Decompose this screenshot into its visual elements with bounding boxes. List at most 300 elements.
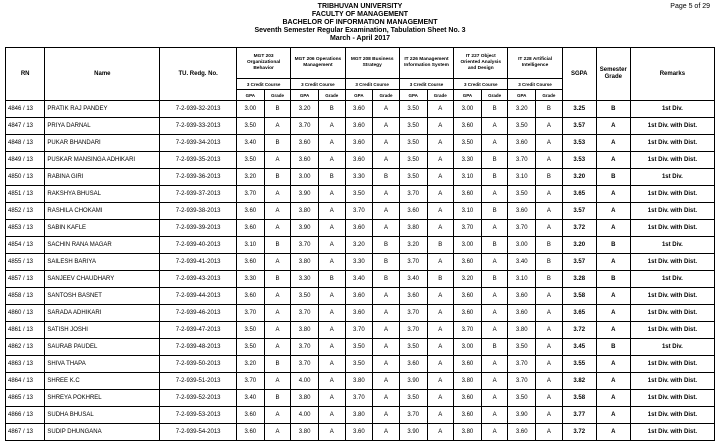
cell-regd: 7-2-939-35-2013 [160, 152, 237, 169]
cell-grade: A [373, 101, 400, 118]
cell-grade: B [481, 152, 508, 169]
cell-semester-grade: B [596, 169, 630, 186]
cell-sgpa: 3.57 [562, 118, 596, 135]
cell-gpa: 4.00 [291, 407, 319, 424]
col-name: Name [45, 48, 160, 101]
cell-gpa: 3.90 [399, 373, 427, 390]
cell-gpa: 3.20 [508, 101, 536, 118]
cell-rn: 4855 / 13 [6, 254, 45, 271]
cell-grade: A [481, 373, 508, 390]
cell-remarks: 1st Div. with Dist. [630, 305, 714, 322]
cell-name: SAILESH BARIYA [45, 254, 160, 271]
cell-gpa: 3.00 [454, 101, 482, 118]
cell-rn: 4862 / 13 [6, 339, 45, 356]
cell-gpa: 3.50 [291, 288, 319, 305]
cell-gpa: 3.30 [454, 152, 482, 169]
cell-grade: A [481, 220, 508, 237]
cell-gpa: 3.60 [454, 390, 482, 407]
cell-gpa: 3.20 [345, 237, 373, 254]
cell-gpa: 3.50 [399, 390, 427, 407]
cell-gpa: 3.80 [508, 322, 536, 339]
cell-gpa: 3.20 [236, 356, 264, 373]
cell-remarks: 1st Div. with Dist. [630, 288, 714, 305]
cell-name: SHREE K.C [45, 373, 160, 390]
cell-gpa: 3.60 [508, 135, 536, 152]
cell-grade: A [427, 288, 454, 305]
grade-label: Grade [481, 90, 508, 101]
cell-gpa: 4.00 [291, 373, 319, 390]
cell-grade: B [264, 135, 291, 152]
cell-name: RASHILA CHOKAMI [45, 203, 160, 220]
cell-gpa: 3.70 [345, 203, 373, 220]
cell-gpa: 3.60 [236, 288, 264, 305]
cell-rn: 4857 / 13 [6, 271, 45, 288]
cell-grade: A [264, 203, 291, 220]
cell-sgpa: 3.55 [562, 356, 596, 373]
cell-semester-grade: A [596, 407, 630, 424]
cell-semester-grade: A [596, 203, 630, 220]
cell-gpa: 3.50 [508, 390, 536, 407]
cell-gpa: 3.70 [345, 322, 373, 339]
cell-sgpa: 3.72 [562, 322, 596, 339]
cell-gpa: 3.60 [508, 305, 536, 322]
cell-gpa: 3.60 [291, 152, 319, 169]
cell-sgpa: 3.72 [562, 424, 596, 441]
cell-grade: B [318, 101, 345, 118]
cell-gpa: 3.70 [236, 305, 264, 322]
cell-gpa: 3.60 [399, 288, 427, 305]
cell-sgpa: 3.25 [562, 101, 596, 118]
cell-gpa: 3.50 [399, 101, 427, 118]
cell-grade: A [536, 373, 563, 390]
cell-grade: A [318, 186, 345, 203]
cell-gpa: 3.50 [454, 135, 482, 152]
cell-grade: A [427, 407, 454, 424]
cell-semester-grade: B [596, 237, 630, 254]
cell-gpa: 3.50 [345, 356, 373, 373]
table-row [6, 152, 715, 169]
cell-gpa: 3.80 [345, 373, 373, 390]
cell-semester-grade: B [596, 339, 630, 356]
cell-gpa: 3.50 [508, 118, 536, 135]
cell-grade: B [264, 271, 291, 288]
cell-grade: B [264, 101, 291, 118]
cell-gpa: 3.30 [236, 271, 264, 288]
credit-label: 3 Credit Course [236, 79, 290, 90]
cell-grade: B [264, 237, 291, 254]
cell-grade: A [318, 390, 345, 407]
cell-grade: A [427, 203, 454, 220]
cell-gpa: 3.90 [291, 220, 319, 237]
cell-gpa: 3.70 [399, 186, 427, 203]
cell-grade: B [427, 237, 454, 254]
cell-remarks: 1st Div. with Dist. [630, 390, 714, 407]
cell-gpa: 3.70 [454, 322, 482, 339]
cell-name: SANTOSH BASNET [45, 288, 160, 305]
table-row [6, 322, 715, 339]
cell-gpa: 3.80 [345, 407, 373, 424]
gpa-label: GPA [345, 90, 373, 101]
cell-grade: A [318, 237, 345, 254]
cell-grade: A [264, 254, 291, 271]
cell-sgpa: 3.28 [562, 271, 596, 288]
cell-semester-grade: A [596, 220, 630, 237]
cell-gpa: 3.60 [236, 220, 264, 237]
col-subject-6: IT 228 Artificial Intelligence [508, 48, 562, 79]
cell-regd: 7-2-939-43-2013 [160, 271, 237, 288]
cell-grade: A [427, 373, 454, 390]
gpa-label: GPA [508, 90, 536, 101]
cell-grade: A [373, 118, 400, 135]
cell-gpa: 3.80 [454, 373, 482, 390]
cell-grade: A [264, 424, 291, 441]
cell-grade: A [318, 407, 345, 424]
cell-grade: B [318, 271, 345, 288]
cell-semester-grade: A [596, 424, 630, 441]
cell-gpa: 3.40 [236, 135, 264, 152]
cell-grade: A [318, 305, 345, 322]
cell-semester-grade: B [596, 271, 630, 288]
cell-gpa: 3.80 [291, 390, 319, 407]
cell-rn: 4852 / 13 [6, 203, 45, 220]
cell-grade: A [318, 135, 345, 152]
table-row [6, 135, 715, 152]
cell-name: SANJEEV CHAUDHARY [45, 271, 160, 288]
cell-grade: A [373, 220, 400, 237]
cell-remarks: 1st Div. with Dist. [630, 322, 714, 339]
cell-gpa: 3.60 [345, 305, 373, 322]
cell-regd: 7-2-939-37-2013 [160, 186, 237, 203]
cell-grade: A [373, 407, 400, 424]
cell-semester-grade: A [596, 390, 630, 407]
cell-gpa: 3.50 [236, 152, 264, 169]
cell-rn: 4853 / 13 [6, 220, 45, 237]
cell-remarks: 1st Div. [630, 237, 714, 254]
cell-grade: A [264, 288, 291, 305]
cell-semester-grade: A [596, 186, 630, 203]
cell-rn: 4847 / 13 [6, 118, 45, 135]
cell-regd: 7-2-939-44-2013 [160, 288, 237, 305]
grade-label: Grade [264, 90, 291, 101]
cell-gpa: 3.50 [399, 135, 427, 152]
col-subject-1: MGT 203 Organizational Behavior [236, 48, 290, 79]
cell-gpa: 3.80 [291, 254, 319, 271]
cell-gpa: 3.00 [291, 169, 319, 186]
cell-gpa: 3.30 [345, 254, 373, 271]
col-subject-5: IT 227 Object Oriented Analysis and Design [454, 48, 508, 79]
cell-grade: A [373, 356, 400, 373]
cell-sgpa: 3.82 [562, 373, 596, 390]
cell-sgpa: 3.58 [562, 288, 596, 305]
cell-name: SUDIP DHUNGANA [45, 424, 160, 441]
cell-sgpa: 3.20 [562, 169, 596, 186]
cell-gpa: 3.80 [291, 203, 319, 220]
cell-grade: A [481, 322, 508, 339]
cell-gpa: 3.60 [345, 101, 373, 118]
cell-rn: 4860 / 13 [6, 305, 45, 322]
cell-grade: B [481, 169, 508, 186]
cell-remarks: 1st Div. with Dist. [630, 118, 714, 135]
cell-grade: A [264, 152, 291, 169]
cell-sgpa: 3.53 [562, 152, 596, 169]
cell-gpa: 3.30 [291, 271, 319, 288]
col-subject-4: IT 226 Management Information System [399, 48, 453, 79]
table-row [6, 356, 715, 373]
cell-gpa: 3.70 [291, 305, 319, 322]
cell-semester-grade: A [596, 322, 630, 339]
cell-grade: A [264, 305, 291, 322]
cell-grade: A [427, 101, 454, 118]
cell-semester-grade: A [596, 135, 630, 152]
cell-grade: A [318, 220, 345, 237]
cell-gpa: 3.60 [454, 186, 482, 203]
cell-name: SAURAB PAUDEL [45, 339, 160, 356]
cell-sgpa: 3.57 [562, 254, 596, 271]
cell-rn: 4858 / 13 [6, 288, 45, 305]
cell-grade: A [318, 424, 345, 441]
cell-grade: A [481, 407, 508, 424]
cell-gpa: 3.00 [236, 101, 264, 118]
cell-remarks: 1st Div. with Dist. [630, 424, 714, 441]
cell-grade: A [264, 118, 291, 135]
cell-gpa: 3.10 [508, 271, 536, 288]
grade-label: Grade [318, 90, 345, 101]
cell-gpa: 3.50 [236, 118, 264, 135]
cell-grade: A [481, 305, 508, 322]
cell-regd: 7-2-939-39-2013 [160, 220, 237, 237]
cell-grade: A [481, 288, 508, 305]
cell-gpa: 3.20 [236, 169, 264, 186]
table-row [6, 288, 715, 305]
col-regd: TU. Redg. No. [160, 48, 237, 101]
cell-gpa: 3.60 [236, 203, 264, 220]
cell-rn: 4851 / 13 [6, 186, 45, 203]
credit-label: 3 Credit Course [345, 79, 399, 90]
tabulation-table [5, 47, 715, 441]
cell-grade: A [481, 356, 508, 373]
cell-grade: A [427, 424, 454, 441]
credit-label: 3 Credit Course [454, 79, 508, 90]
cell-gpa: 3.90 [399, 424, 427, 441]
cell-rn: 4866 / 13 [6, 407, 45, 424]
cell-rn: 4848 / 13 [6, 135, 45, 152]
cell-grade: A [481, 424, 508, 441]
cell-sgpa: 3.57 [562, 203, 596, 220]
cell-remarks: 1st Div. with Dist. [630, 254, 714, 271]
cell-regd: 7-2-939-38-2013 [160, 203, 237, 220]
cell-grade: A [318, 339, 345, 356]
cell-gpa: 3.60 [236, 424, 264, 441]
table-row [6, 237, 715, 254]
cell-grade: B [536, 237, 563, 254]
cell-name: SHIVA THAPA [45, 356, 160, 373]
cell-name: SACHIN RANA MAGAR [45, 237, 160, 254]
cell-grade: B [481, 237, 508, 254]
table-row [6, 118, 715, 135]
cell-rn: 4867 / 13 [6, 424, 45, 441]
table-row [6, 390, 715, 407]
cell-grade: A [318, 118, 345, 135]
cell-remarks: 1st Div. with Dist. [630, 203, 714, 220]
cell-gpa: 3.60 [454, 356, 482, 373]
cell-gpa: 3.60 [508, 424, 536, 441]
cell-gpa: 3.40 [508, 254, 536, 271]
cell-gpa: 3.60 [454, 407, 482, 424]
cell-gpa: 3.10 [236, 237, 264, 254]
cell-gpa: 3.90 [291, 186, 319, 203]
cell-rn: 4863 / 13 [6, 356, 45, 373]
cell-grade: B [427, 271, 454, 288]
cell-grade: A [536, 118, 563, 135]
cell-semester-grade: A [596, 288, 630, 305]
table-row [6, 373, 715, 390]
cell-sgpa: 3.72 [562, 220, 596, 237]
gpa-label: GPA [291, 90, 319, 101]
cell-regd: 7-2-939-54-2013 [160, 424, 237, 441]
cell-grade: A [536, 356, 563, 373]
cell-gpa: 3.30 [345, 169, 373, 186]
table-row [6, 424, 715, 441]
cell-gpa: 3.10 [454, 203, 482, 220]
cell-grade: A [481, 254, 508, 271]
cell-grade: B [481, 203, 508, 220]
cell-grade: A [427, 220, 454, 237]
col-sgpa: SGPA [562, 48, 596, 101]
cell-regd: 7-2-939-52-2013 [160, 390, 237, 407]
cell-grade: A [427, 305, 454, 322]
cell-regd: 7-2-939-46-2013 [160, 305, 237, 322]
cell-grade: A [264, 373, 291, 390]
cell-rn: 4864 / 13 [6, 373, 45, 390]
cell-gpa: 3.60 [508, 288, 536, 305]
grade-label: Grade [373, 90, 400, 101]
cell-grade: A [427, 356, 454, 373]
cell-gpa: 3.50 [508, 339, 536, 356]
cell-sgpa: 3.45 [562, 339, 596, 356]
cell-remarks: 1st Div. with Dist. [630, 186, 714, 203]
cell-remarks: 1st Div. with Dist. [630, 152, 714, 169]
cell-gpa: 3.60 [399, 203, 427, 220]
cell-gpa: 3.00 [454, 339, 482, 356]
cell-gpa: 3.70 [399, 322, 427, 339]
cell-name: PRATIK RAJ PANDEY [45, 101, 160, 118]
cell-remarks: 1st Div. with Dist. [630, 407, 714, 424]
cell-grade: A [318, 373, 345, 390]
cell-remarks: 1st Div. with Dist. [630, 135, 714, 152]
table-row [6, 305, 715, 322]
table-row [6, 254, 715, 271]
cell-gpa: 3.50 [508, 186, 536, 203]
cell-regd: 7-2-939-50-2013 [160, 356, 237, 373]
cell-grade: A [481, 135, 508, 152]
cell-grade: A [481, 118, 508, 135]
cell-gpa: 3.60 [454, 254, 482, 271]
cell-gpa: 3.70 [399, 305, 427, 322]
cell-sgpa: 3.77 [562, 407, 596, 424]
cell-name: RAKSHYA BHUSAL [45, 186, 160, 203]
cell-grade: A [373, 152, 400, 169]
cell-gpa: 3.70 [291, 237, 319, 254]
cell-grade: A [427, 118, 454, 135]
gpa-label: GPA [454, 90, 482, 101]
cell-grade: A [264, 186, 291, 203]
cell-gpa: 3.20 [454, 271, 482, 288]
gpa-label: GPA [236, 90, 264, 101]
cell-grade: A [427, 135, 454, 152]
cell-grade: A [427, 322, 454, 339]
cell-semester-grade: A [596, 305, 630, 322]
faculty-title: FACULTY OF MANAGEMENT [311, 11, 409, 18]
cell-gpa: 3.50 [236, 322, 264, 339]
cell-grade: A [318, 356, 345, 373]
cell-gpa: 3.70 [291, 356, 319, 373]
cell-gpa: 3.70 [236, 373, 264, 390]
cell-name: SATISH JOSHI [45, 322, 160, 339]
cell-gpa: 3.60 [345, 118, 373, 135]
cell-gpa: 3.20 [399, 237, 427, 254]
cell-grade: A [318, 203, 345, 220]
cell-remarks: 1st Div. [630, 169, 714, 186]
cell-name: SABIN KAFLE [45, 220, 160, 237]
cell-grade: A [536, 322, 563, 339]
cell-gpa: 3.80 [291, 424, 319, 441]
cell-grade: A [536, 186, 563, 203]
cell-grade: A [536, 220, 563, 237]
table-row [6, 339, 715, 356]
col-subject-3: MGT 208 Business Strategy [345, 48, 399, 79]
exam-title: Seventh Semester Regular Examination, Tabulation Sheet No. 3 [254, 27, 466, 34]
cell-rn: 4850 / 13 [6, 169, 45, 186]
cell-gpa: 3.50 [345, 186, 373, 203]
cell-gpa: 3.70 [291, 339, 319, 356]
cell-grade: A [264, 322, 291, 339]
cell-name: SARADA ADHIKARI [45, 305, 160, 322]
cell-grade: A [427, 339, 454, 356]
cell-gpa: 3.50 [236, 339, 264, 356]
cell-regd: 7-2-939-40-2013 [160, 237, 237, 254]
cell-semester-grade: B [596, 101, 630, 118]
cell-name: RABINA GIRI [45, 169, 160, 186]
cell-rn: 4861 / 13 [6, 322, 45, 339]
cell-regd: 7-2-939-47-2013 [160, 322, 237, 339]
cell-gpa: 3.70 [399, 407, 427, 424]
cell-name: SHREYA POKHREL [45, 390, 160, 407]
cell-gpa: 3.40 [236, 390, 264, 407]
university-title: TRIBHUVAN UNIVERSITY [317, 3, 403, 10]
cell-sgpa: 3.20 [562, 237, 596, 254]
cell-grade: A [536, 424, 563, 441]
cell-name: SUDHA BHUSAL [45, 407, 160, 424]
cell-grade: A [373, 135, 400, 152]
cell-grade: A [318, 288, 345, 305]
cell-grade: A [536, 152, 563, 169]
cell-grade: A [264, 407, 291, 424]
cell-regd: 7-2-939-41-2013 [160, 254, 237, 271]
cell-grade: B [318, 169, 345, 186]
cell-gpa: 3.60 [345, 424, 373, 441]
cell-grade: A [481, 390, 508, 407]
cell-grade: A [536, 390, 563, 407]
cell-gpa: 3.50 [399, 152, 427, 169]
table-row [6, 186, 715, 203]
program-title: BACHELOR OF INFORMATION MANAGEMENT [282, 19, 438, 26]
cell-gpa: 3.80 [291, 322, 319, 339]
cell-grade: B [264, 169, 291, 186]
cell-gpa: 3.50 [399, 118, 427, 135]
cell-sgpa: 3.58 [562, 390, 596, 407]
cell-grade: A [373, 305, 400, 322]
cell-grade: A [318, 152, 345, 169]
